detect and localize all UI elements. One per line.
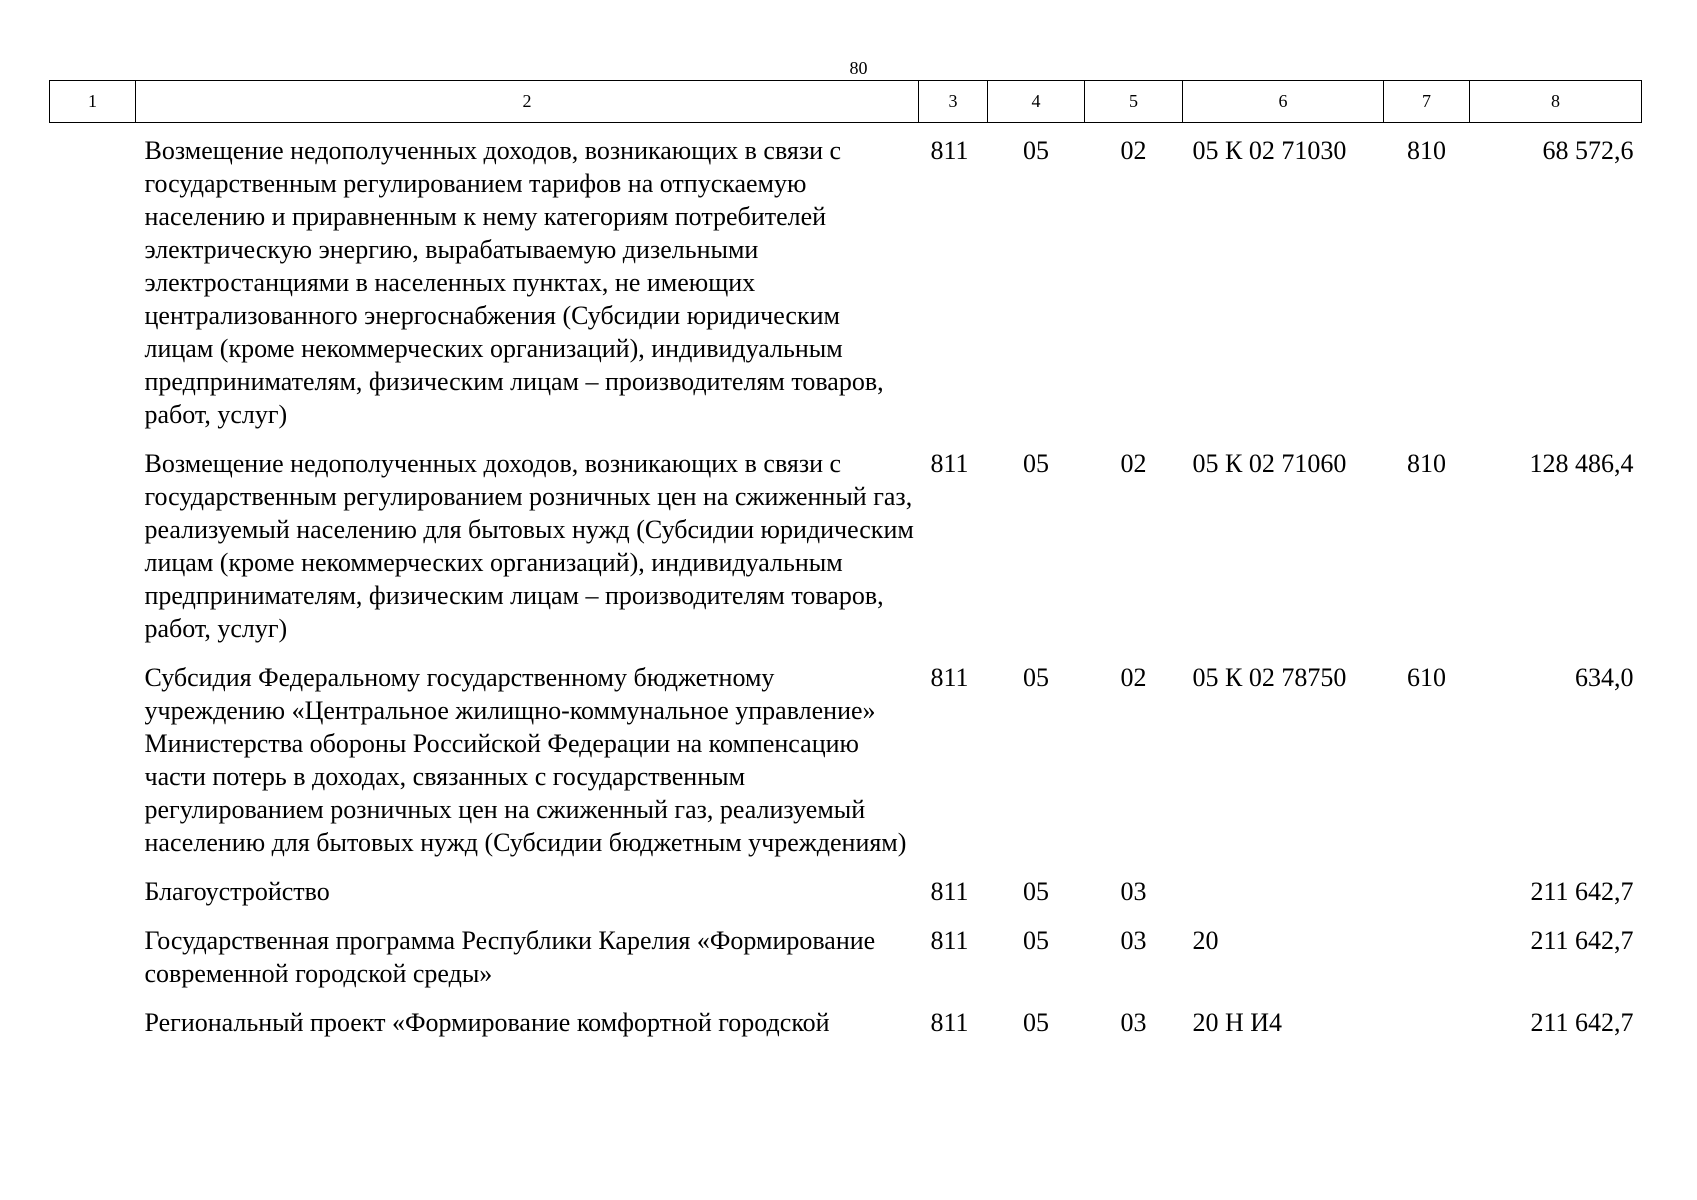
ministry-code: 811 xyxy=(930,449,969,478)
item-name: Субсидия Федеральному государственному бюджетному учреждению «Центральное жилищно-коммунальное управление» Министерства обороны Российской Федерации на компенсацию части потерь в доходах, связанных с государственным регулированием розничных цен на сжиженный газ, реализуемый населению для бытовых нужд (Субсидии бюджетным учреждениям) xyxy=(144,663,907,857)
target-article-code: 05 К 02 71060 xyxy=(1192,449,1347,478)
subsection-code: 03 xyxy=(1120,926,1147,955)
table-row xyxy=(50,1006,1642,1055)
expense-type-code xyxy=(1384,875,1470,924)
ministry-code: 811 xyxy=(930,663,969,692)
amount: 634,0 xyxy=(1575,663,1634,692)
subsection-code: 02 xyxy=(1120,663,1147,692)
table-row xyxy=(50,875,1642,924)
item-name: Региональный проект «Формирование комфортной городской xyxy=(144,1008,830,1037)
column-header-1: 1 xyxy=(50,81,136,123)
section-code: 05 xyxy=(1023,136,1049,165)
target-article-code: 05 К 02 71030 xyxy=(1192,136,1347,165)
expense-type-code xyxy=(1384,924,1470,1006)
section-code: 05 xyxy=(1023,877,1049,906)
expense-type-code: 610 xyxy=(1407,663,1446,692)
section-code: 05 xyxy=(1023,663,1049,692)
item-name: Благоустройство xyxy=(144,877,330,906)
column-header-4: 4 xyxy=(988,81,1085,123)
row-index-cell xyxy=(50,924,136,1006)
subsection-code: 03 xyxy=(1120,877,1147,906)
section-code: 05 xyxy=(1023,449,1049,478)
expense-type-code: 810 xyxy=(1407,449,1446,478)
expense-type-code xyxy=(1384,1006,1470,1055)
row-index-cell xyxy=(50,447,136,661)
amount: 211 642,7 xyxy=(1530,877,1634,906)
column-header-3: 3 xyxy=(919,81,988,123)
ministry-code: 811 xyxy=(930,1008,969,1037)
ministry-code: 811 xyxy=(930,136,969,165)
item-name: Государственная программа Республики Карелия «Формирование современной городской среды» xyxy=(144,926,876,988)
row-index-cell xyxy=(50,875,136,924)
table-row xyxy=(50,924,1642,1006)
table-row xyxy=(50,123,1642,448)
target-article-code: 05 К 02 78750 xyxy=(1192,663,1347,692)
target-article-code: 20 xyxy=(1192,926,1219,955)
ministry-code: 811 xyxy=(930,926,969,955)
target-article-code: 20 Н И4 xyxy=(1192,1008,1283,1037)
budget-table xyxy=(49,80,1642,1055)
subsection-code: 02 xyxy=(1120,449,1147,478)
amount: 128 486,4 xyxy=(1529,449,1634,478)
page-number: 80 xyxy=(849,58,868,78)
table-row xyxy=(50,447,1642,661)
subsection-code: 03 xyxy=(1120,1008,1147,1037)
expense-type-code: 810 xyxy=(1407,136,1446,165)
column-header-8: 8 xyxy=(1470,81,1642,123)
amount: 211 642,7 xyxy=(1530,926,1634,955)
section-code: 05 xyxy=(1023,926,1049,955)
subsection-code: 02 xyxy=(1120,136,1147,165)
amount: 68 572,6 xyxy=(1542,136,1634,165)
header-row xyxy=(50,81,1642,123)
row-index-cell xyxy=(50,661,136,875)
ministry-code: 811 xyxy=(930,877,969,906)
column-header-7: 7 xyxy=(1384,81,1470,123)
amount: 211 642,7 xyxy=(1530,1008,1634,1037)
row-index-cell xyxy=(50,123,136,448)
target-article-code xyxy=(1183,875,1384,924)
item-name: Возмещение недополученных доходов, возникающих в связи с государственным регулированием тарифов на отпускаемую населению и приравненным к нему категориям потребителей электрическую энергию, вырабатываемую дизельными электростанциями в населенных пунктах, не имеющих централизованного энергоснабжения (Субсидии юридическим лицам (кроме некоммерческих организаций), индивидуальным предпринимателям, физическим лицам – производителям товаров, работ, услуг) xyxy=(144,136,884,429)
row-index-cell xyxy=(50,1006,136,1055)
column-header-6: 6 xyxy=(1183,81,1384,123)
column-header-2: 2 xyxy=(136,81,919,123)
table-body xyxy=(50,123,1642,1056)
item-name: Возмещение недополученных доходов, возникающих в связи с государственным регулированием розничных цен на сжиженный газ, реализуемый населению для бытовых нужд (Субсидии юридическим лицам (кроме некоммерческих организаций), индивидуальным предпринимателям, физическим лицам – производителям товаров, работ, услуг) xyxy=(144,449,914,643)
section-code: 05 xyxy=(1023,1008,1049,1037)
table-header xyxy=(50,81,1642,123)
column-header-5: 5 xyxy=(1085,81,1183,123)
table-row xyxy=(50,661,1642,875)
